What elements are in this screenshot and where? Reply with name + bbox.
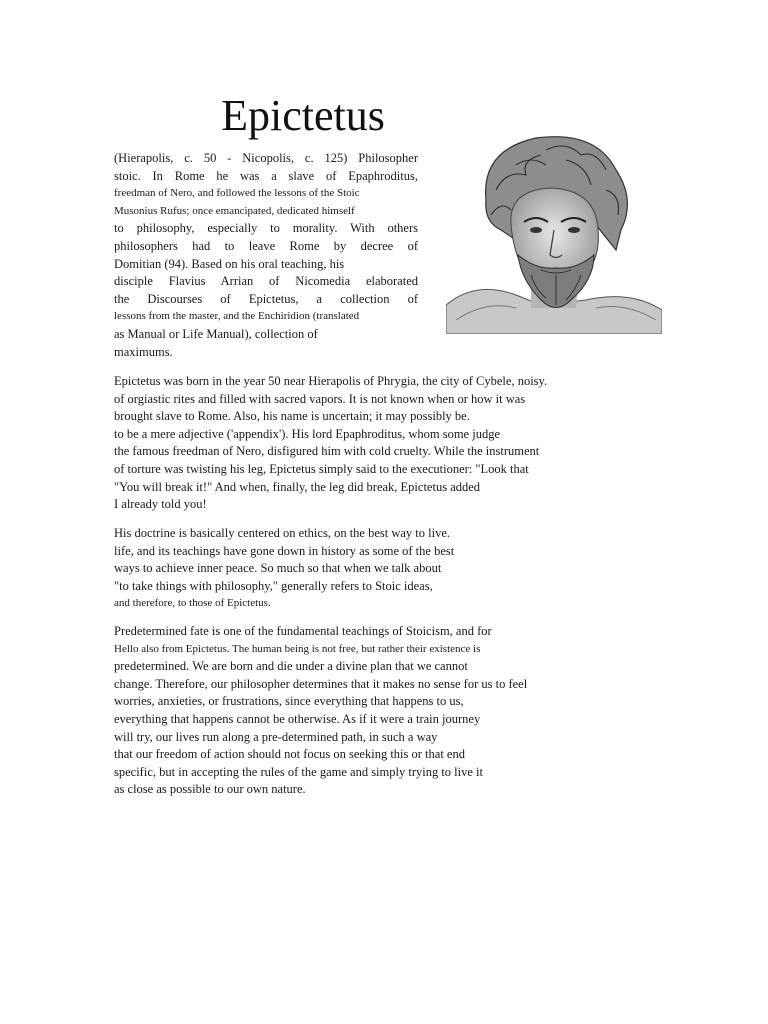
paragraph-line: "You will break it!" And when, finally, the leg did break, Epictetus added	[114, 479, 481, 494]
paragraph-line: will try, our lives run along a pre-determined path, in such a way	[114, 729, 438, 744]
intro-line: lessons from the master, and the Enchiridion (translated	[114, 310, 360, 323]
paragraph-line: ways to achieve inner peace. So much so that when we talk about	[114, 561, 442, 576]
intro-line: (Hierapolis, c. 50 - Nicopolis, c. 125) Philosopher	[114, 151, 418, 165]
paragraph-line: I already told you!	[114, 497, 207, 512]
paragraph-fate	[114, 623, 594, 799]
paragraph-line: Predetermined fate is one of the fundamental teachings of Stoicism, and for	[114, 624, 492, 638]
paragraph-line: predetermined. We are born and die under a divine plan that we cannot	[114, 659, 468, 674]
paragraph-line: specific, but in accepting the rules of the game and simply trying to live it	[114, 764, 484, 779]
intro-line: disciple Flavius Arrian of Nicomedia elaborated	[114, 274, 418, 289]
paragraph-line: worries, anxieties, or frustrations, since everything that happens to us,	[114, 694, 464, 709]
intro-line: as Manual or Life Manual), collection of	[114, 326, 318, 341]
paragraph-line: of torture was twisting his leg, Epictetus simply said to the executioner: "Look that	[114, 461, 529, 476]
paragraph-line: of orgiastic rites and filled with sacred vapors. It is not known when or how it was	[114, 391, 526, 406]
intro-line: philosophers had to leave Rome by decree of	[114, 238, 418, 253]
epictetus-portrait	[446, 130, 662, 334]
paragraph-line: Hello also from Epictetus. The human being is not free, but rather their existence is	[114, 642, 481, 655]
intro-line: freedman of Nero, and followed the lessons of the Stoic	[114, 187, 360, 200]
intro-line: Musonius Rufus; once emancipated, dedicated himself	[114, 204, 355, 217]
intro-line: maximums.	[114, 344, 173, 359]
paragraph-biography	[114, 373, 594, 514]
paragraph-line: life, and its teachings have gone down in history as some of the best	[114, 543, 455, 558]
paragraph-line: brought slave to Rome. Also, his name is uncertain; it may possibly be.	[114, 409, 470, 424]
paragraph-line: Epictetus was born in the year 50 near Hierapolis of Phrygia, the city of Cybele, noisy.	[114, 374, 548, 388]
intro-paragraph	[114, 150, 418, 361]
paragraph-line: to be a mere adjective ('appendix'). His lord Epaphroditus, whom some judge	[114, 426, 500, 441]
paragraph-line: "to take things with philosophy," generally refers to Stoic ideas,	[114, 578, 433, 593]
intro-line: Domitian (94). Based on his oral teaching, his	[114, 256, 345, 271]
paragraph-doctrine	[114, 525, 594, 613]
paragraph-line: change. Therefore, our philosopher determines that it makes no sense for us to feel	[114, 676, 528, 691]
paragraph-line: the famous freedman of Nero, disfigured him with cold cruelty. While the instrument	[114, 444, 540, 459]
paragraph-line: and therefore, to those of Epictetus.	[114, 597, 271, 610]
paragraph-line: everything that happens cannot be otherwise. As if it were a train journey	[114, 711, 481, 726]
paragraph-line: as close as possible to our own nature.	[114, 782, 306, 797]
intro-line: the Discourses of Epictetus, a collection of	[114, 291, 418, 306]
intro-line: to philosophy, especially to morality. With others	[114, 221, 418, 236]
page-title: Epictetus	[221, 91, 385, 140]
intro-line: stoic. In Rome he was a slave of Epaphroditus,	[114, 168, 418, 183]
paragraph-line: His doctrine is basically centered on ethics, on the best way to live.	[114, 526, 451, 540]
paragraph-line: that our freedom of action should not focus on seeking this or that end	[114, 747, 465, 762]
